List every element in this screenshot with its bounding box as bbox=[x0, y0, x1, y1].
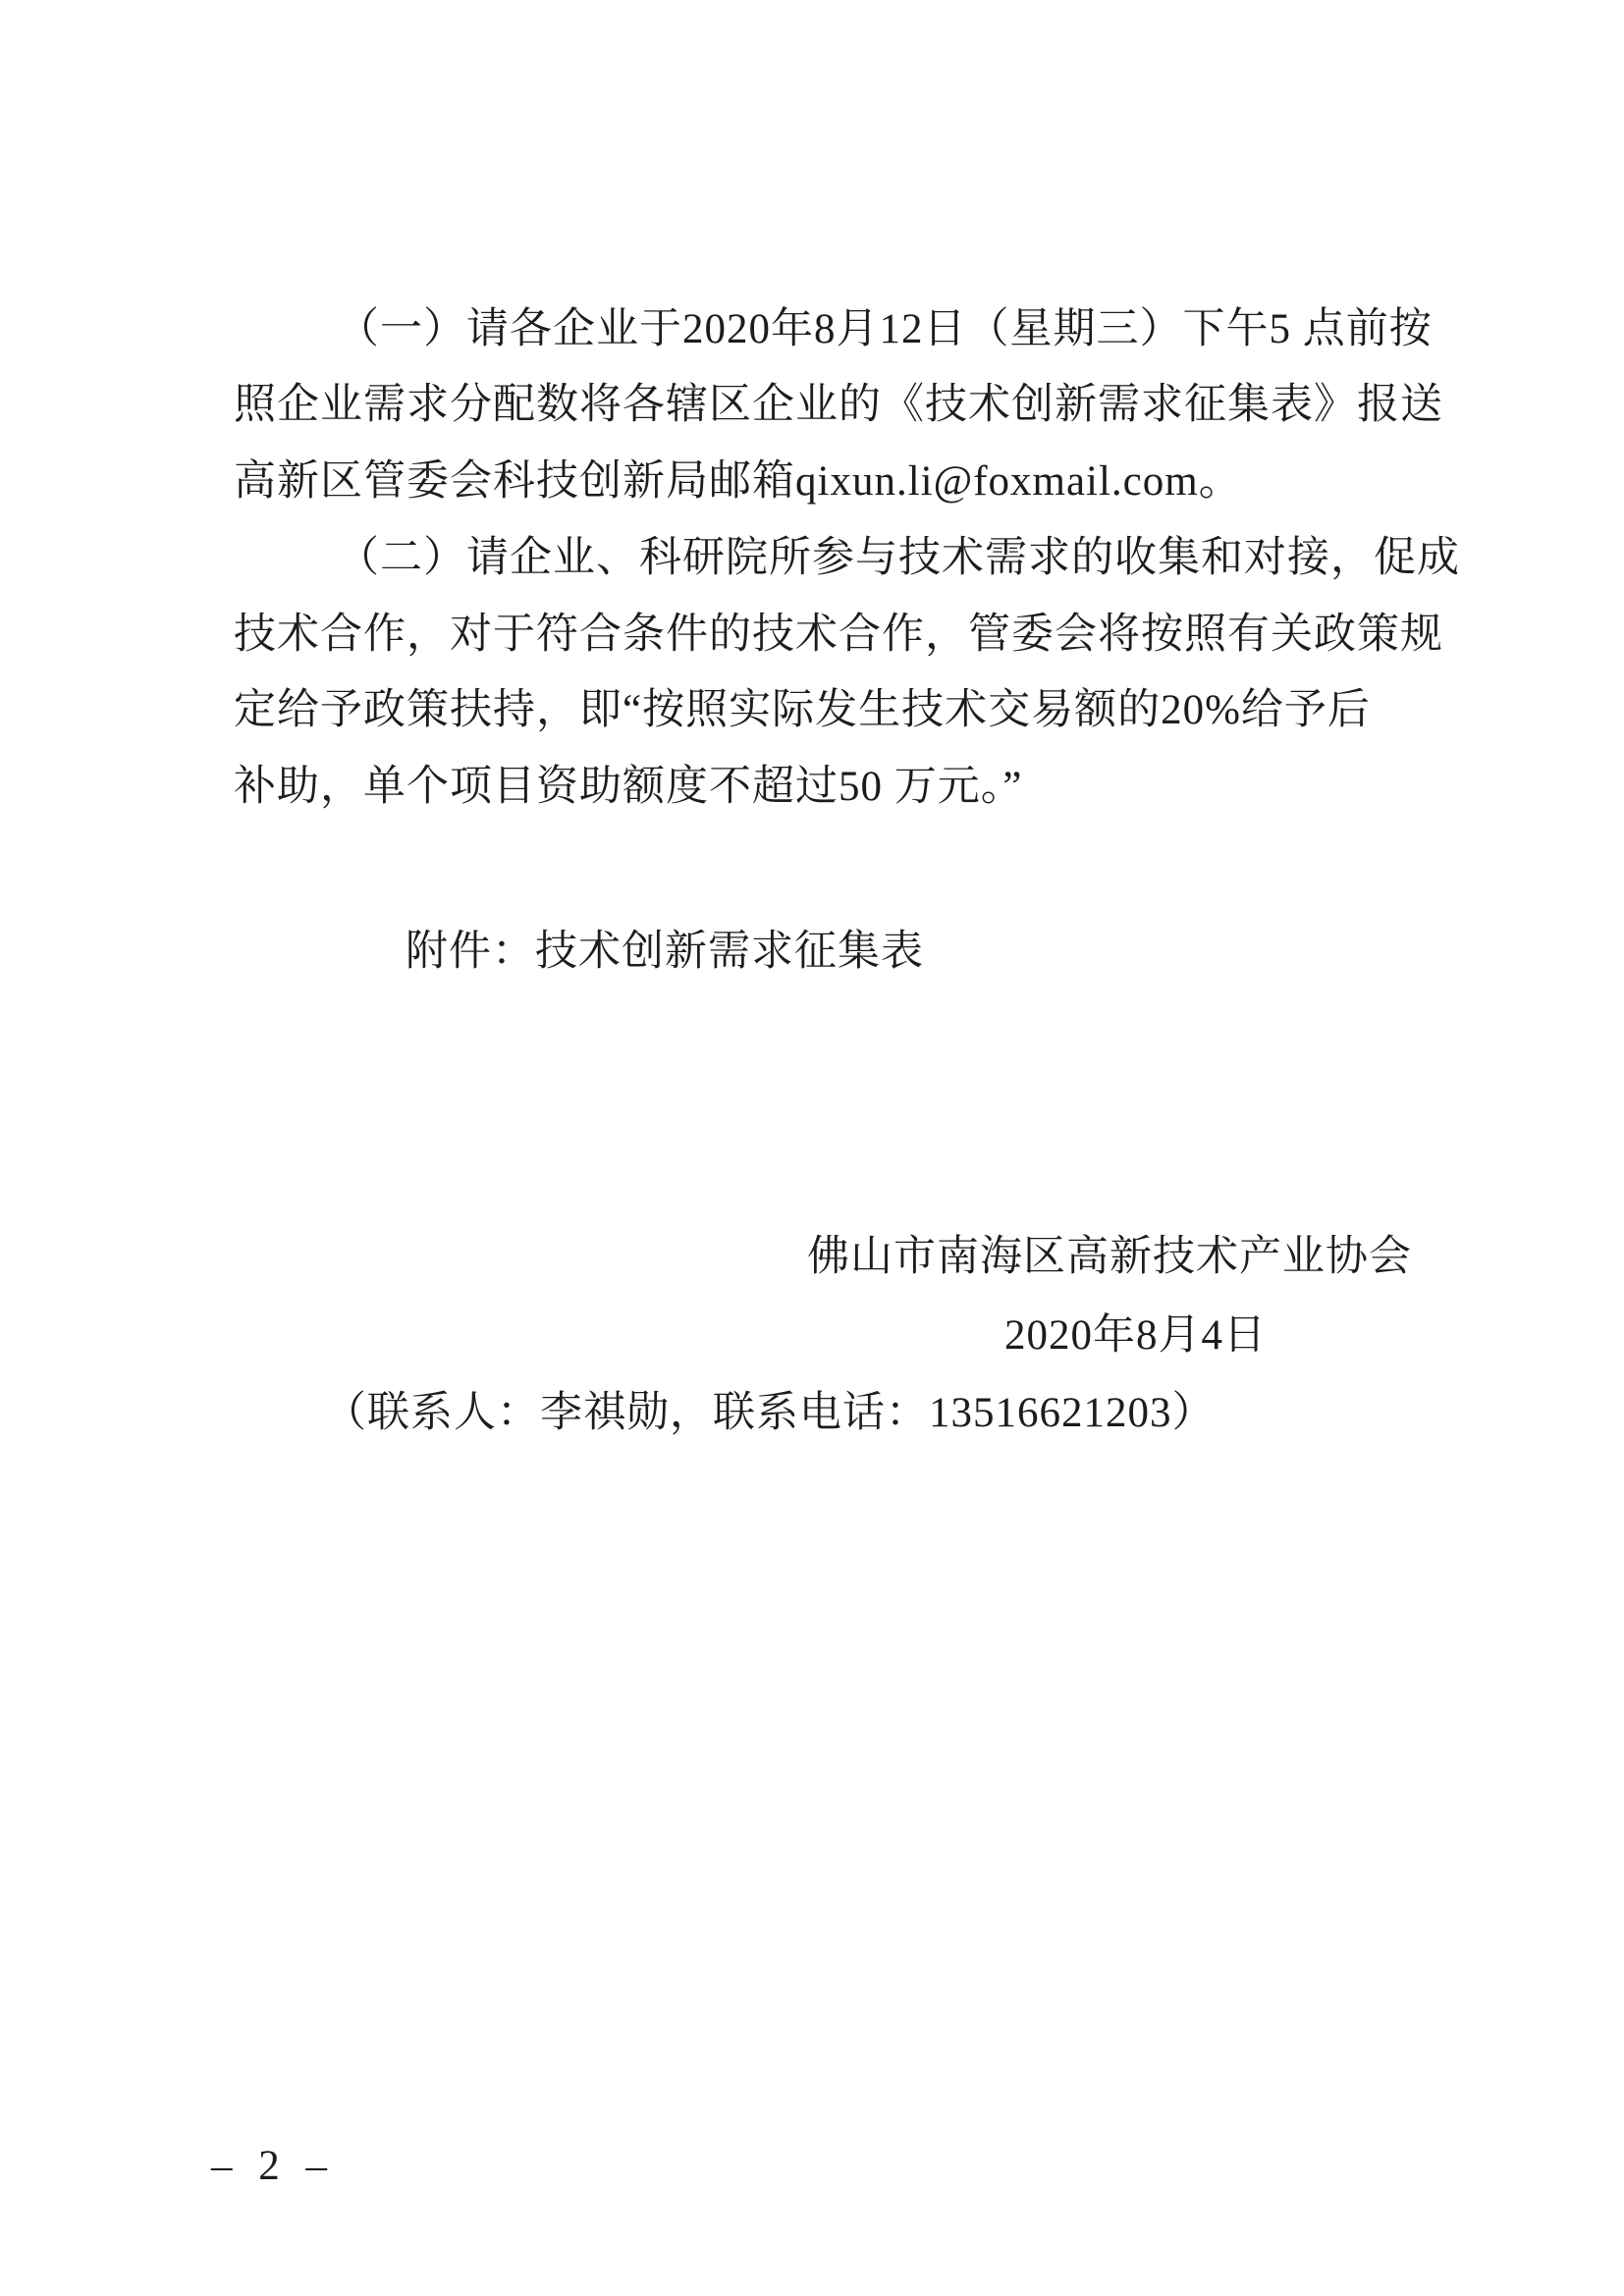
paragraph-2-line-4: 补助，单个项目资助额度不超过50 万元。” bbox=[234, 764, 1023, 810]
paragraph-2-line-3: 定给予政策扶持，即“按照实际发生技术交易额的20%给予后 bbox=[234, 687, 1371, 733]
paragraph-2-line-2: 技术合作，对于符合条件的技术合作，管委会将按照有关政策规 bbox=[234, 612, 1443, 658]
paragraph-1-line-1: （一）请各企业于2020年8月12日（星期三）下午5 点前按 bbox=[337, 306, 1433, 352]
attachment-line: 附件：技术创新需求征集表 bbox=[406, 929, 924, 975]
page-number: – 2 – bbox=[211, 2143, 335, 2189]
signature-organization: 佛山市南海区高新技术产业协会 bbox=[807, 1234, 1412, 1280]
paragraph-2-line-1: （二）请企业、科研院所参与技术需求的收集和对接，促成 bbox=[337, 535, 1460, 581]
signature-date: 2020年8月4日 bbox=[1004, 1312, 1267, 1359]
paragraph-1-line-2: 照企业需求分配数将各辖区企业的《技术创新需求征集表》报送 bbox=[234, 382, 1443, 428]
paragraph-1-line-3: 高新区管委会科技创新局邮箱qixun.li@foxmail.com。 bbox=[234, 458, 1242, 505]
signature-contact: （联系人：李祺勋，联系电话：13516621203） bbox=[324, 1390, 1216, 1436]
